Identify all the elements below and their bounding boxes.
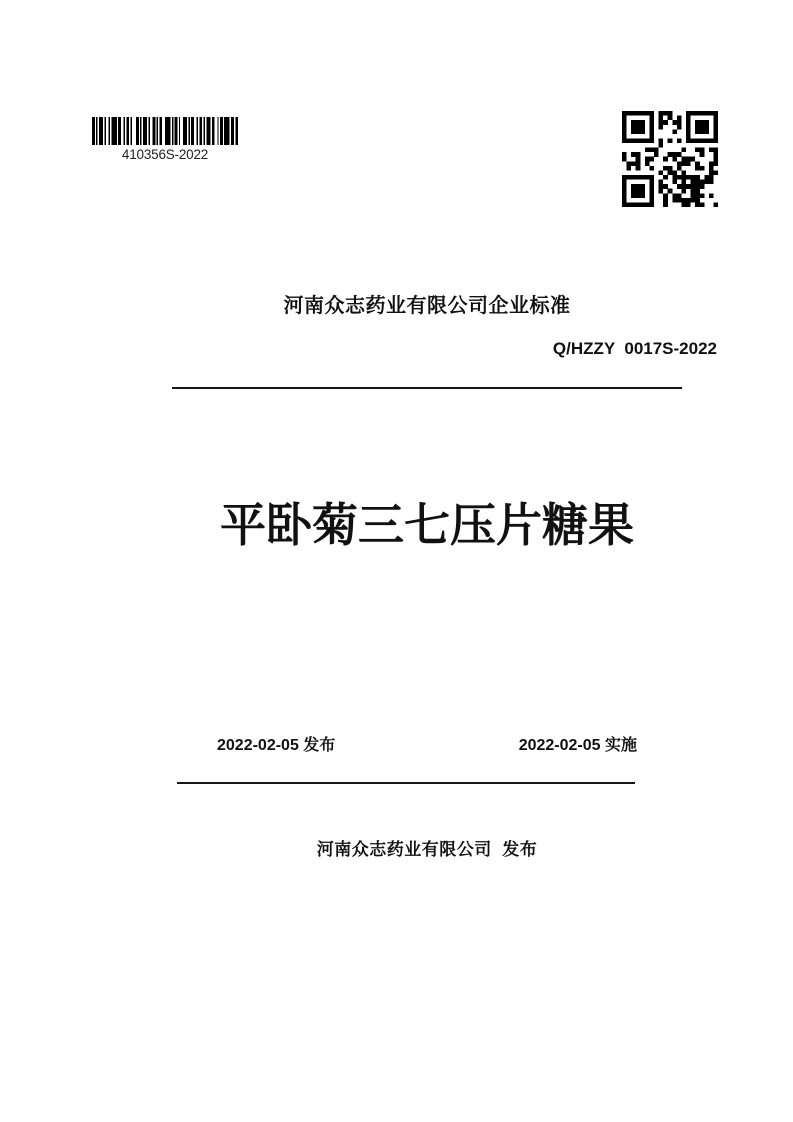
standard-header: 河南众志药业有限公司企业标准	[283, 295, 571, 317]
publisher-line: 河南众志药业有限公司 发布	[316, 840, 538, 859]
page-title: 平卧菊三七压片糖果	[220, 499, 634, 551]
implement-date: 2022-02-05 实施	[518, 737, 637, 754]
separator-line-bottom	[177, 782, 635, 784]
release-date: 2022-02-05 发布	[217, 737, 336, 754]
qr-code-icon	[622, 111, 718, 207]
barcode-icon	[92, 117, 238, 145]
barcode-label: 410356S-2022	[121, 147, 209, 162]
separator-line-top	[172, 387, 682, 389]
dates-row	[217, 732, 637, 755]
barcode-block	[92, 117, 238, 162]
document-number: Q/HZZY 0017S-2022	[552, 339, 717, 358]
